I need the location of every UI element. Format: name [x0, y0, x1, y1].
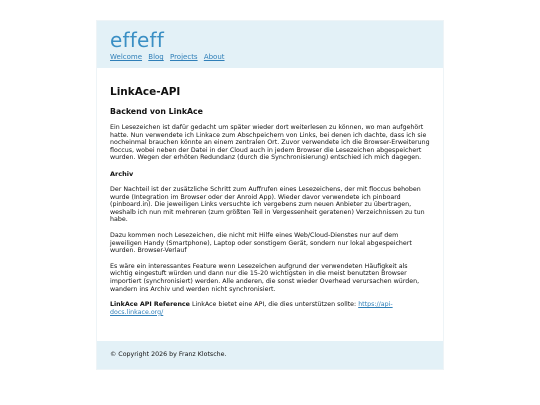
nav-link-blog[interactable]: Blog [148, 53, 164, 61]
api-docs-link[interactable]: https://api-docs.linkace.org/ [110, 301, 393, 316]
copyright-text: © Copyright 2026 by Franz Klotsche. [110, 351, 227, 358]
paragraph-2: Dazu kommen noch Lesezeichen, die nicht mit Hilfe eines Web/Cloud-Dienstes nur auf dem jeweiligen Handy (Smartphone), Laptop oder sonstigem Gerät, sondern nur lokal abgespeichert wurden. Browser-Verlauf [110, 231, 412, 255]
nav-link-about[interactable]: About [203, 53, 225, 61]
reference-label: LinkAce API Reference [110, 301, 190, 309]
paragraph-3: Es wäre ein interessantes Feature wenn Lesezeichen aufgrund der verwendeten Häufigkeit als wichtig eingestuft würden und dann nur die 15-20 wichtigsten in die meist benutzten Browser importiert (synchronisiert) werden. Alle anderen, die sonst wieder Overhead verursachen würden, wandern ins Archiv und werden nicht synchronisiert. [110, 262, 420, 293]
nav-link-projects[interactable]: Projects [169, 53, 198, 61]
site-footer [97, 341, 443, 369]
main-nav [110, 53, 430, 62]
paragraph-1: Der Nachteil ist der zusätzliche Schritt zum Auffrufen eines Lesezeichens, der mit floccus behoben wurde (Integration im Browser oder der Anroid App). Wieder davor verwendete ich pinboard (pinboard.in). Die jeweiligen Links versuchte ich vergebens zum neuen Anbieter zu übertragen, weshalb ich nun mit mehreren (zum größten Teil in Vergessenheit geratenen) Verzeichnissen zu tun habe. [110, 185, 425, 224]
site-header [97, 21, 443, 68]
reference-text: LinkAce bietet eine API, die dies unterstützen sollte: [189, 301, 359, 309]
article-title: LinkAce-API [110, 86, 181, 98]
site-title[interactable]: effeff [110, 28, 164, 52]
article-subtitle: Backend von LinkAce [110, 107, 203, 116]
reference-paragraph [110, 301, 430, 316]
page-container [97, 21, 443, 369]
intro-paragraph: Ein Lesezeichen ist dafür gedacht um später wieder dort weiterlesen zu können, wo man aufgehört hatte. Nun verwendete ich Linkace zum Abschpeichern von Links, bei denen ich dachte, dass ich sie nocheinmal brauchen könnte an einem zentralen Ort. Zuvor verwendete ich die Browser-Erweiterung floccus, wobei neben der Datei in der Cloud auch in jedem Browser die Lesezeichen abgespeichert wurden. Wegen der erhöten Redundanz (durch die Synchronisierung) entschied ich mich dagegen. [110, 124, 430, 162]
nav-link-welcome[interactable]: Welcome [110, 53, 143, 61]
article-content [97, 86, 443, 316]
section-heading-archiv: Archiv [110, 169, 134, 178]
